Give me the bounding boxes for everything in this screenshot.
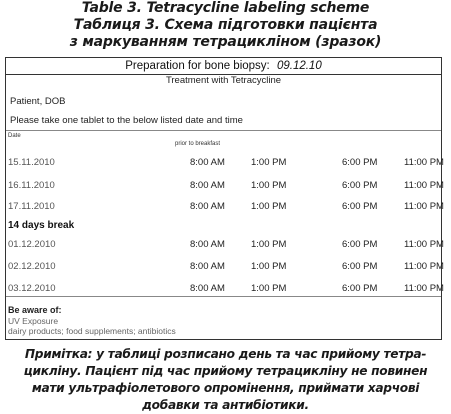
aware-item: UV Exposure [8,316,59,326]
treatment-form [5,57,442,340]
time-cell: 8:00 AM [190,283,225,294]
time-cell: 8:00 AM [190,157,225,168]
schedule-row [6,157,444,169]
schedule-date: 15.11.2010 [8,157,55,168]
divider [6,296,441,297]
caption-line-2: Таблиця 3. Схема підготовки пацієнта [73,17,378,33]
preparation-header [6,60,441,72]
aware-item: dairy products; food supplements; antibiotics [8,326,176,336]
time-cell: 6:00 PM [342,283,378,294]
time-cell: 1:00 PM [251,157,287,168]
schedule-row [6,239,444,251]
note-line-1: Примітка: у таблиці розписано день та час прийому тетра- [24,347,427,361]
table-caption [0,0,451,51]
time-cell: 6:00 PM [342,239,378,250]
date-column-header: Date [8,133,21,139]
schedule-date: 17.11.2010 [8,201,55,212]
schedule-row [6,180,444,192]
treatment-title: Treatment with Tetracycline [165,75,282,86]
divider [6,130,441,131]
schedule-date: 16.11.2010 [8,180,55,191]
note-paragraph [0,346,451,414]
be-aware-heading: Be aware of: [8,305,62,315]
time-cell: 1:00 PM [251,180,287,191]
time-cell: 11:00 PM [404,261,444,272]
time-cell: 11:00 PM [404,157,444,168]
time-cell: 8:00 AM [190,201,225,212]
time-cell: 11:00 PM [404,283,444,294]
prior-breakfast-note: prior to breakfast [175,141,221,147]
time-cell: 1:00 PM [251,239,287,250]
time-cell: 6:00 PM [342,157,378,168]
time-cell: 11:00 PM [404,180,444,191]
time-cell: 1:00 PM [251,283,287,294]
time-cell: 8:00 AM [190,261,225,272]
patient-label: Patient, DOB [10,96,66,107]
schedule-row [6,283,444,295]
time-cell: 6:00 PM [342,180,378,191]
time-cell: 1:00 PM [251,201,287,212]
break-label: 14 days break [8,220,75,231]
schedule-row [6,261,444,273]
preparation-label: Preparation for bone biopsy: [125,60,270,72]
time-cell: 11:00 PM [404,239,444,250]
caption-line-1: Table 3. Tetracycline labeling scheme [81,0,370,16]
time-cell: 1:00 PM [251,261,287,272]
time-cell: 8:00 AM [190,180,225,191]
time-cell: 11:00 PM [404,201,444,212]
schedule-date: 02.12.2010 [8,261,56,272]
note-line-4: добавки та антибіотики. [142,398,309,412]
preparation-date: 09.12.10 [276,60,322,72]
caption-line-3: з маркуванням тетрацикліном (зразок) [69,34,382,50]
note-line-3: мати ультрафіолетового опромінення, приймати харчові [31,381,420,395]
time-cell: 6:00 PM [342,201,378,212]
time-cell: 6:00 PM [342,261,378,272]
time-cell: 8:00 AM [190,239,225,250]
schedule-date: 03.12.2010 [8,283,56,294]
note-line-2: цикліну. Пацієнт під час прийому тетрацикліну не повинен [23,364,428,378]
instruction-text: Please take one tablet to the below listed date and time [10,115,243,126]
schedule-date: 01.12.2010 [8,239,56,250]
schedule-row [6,201,444,213]
